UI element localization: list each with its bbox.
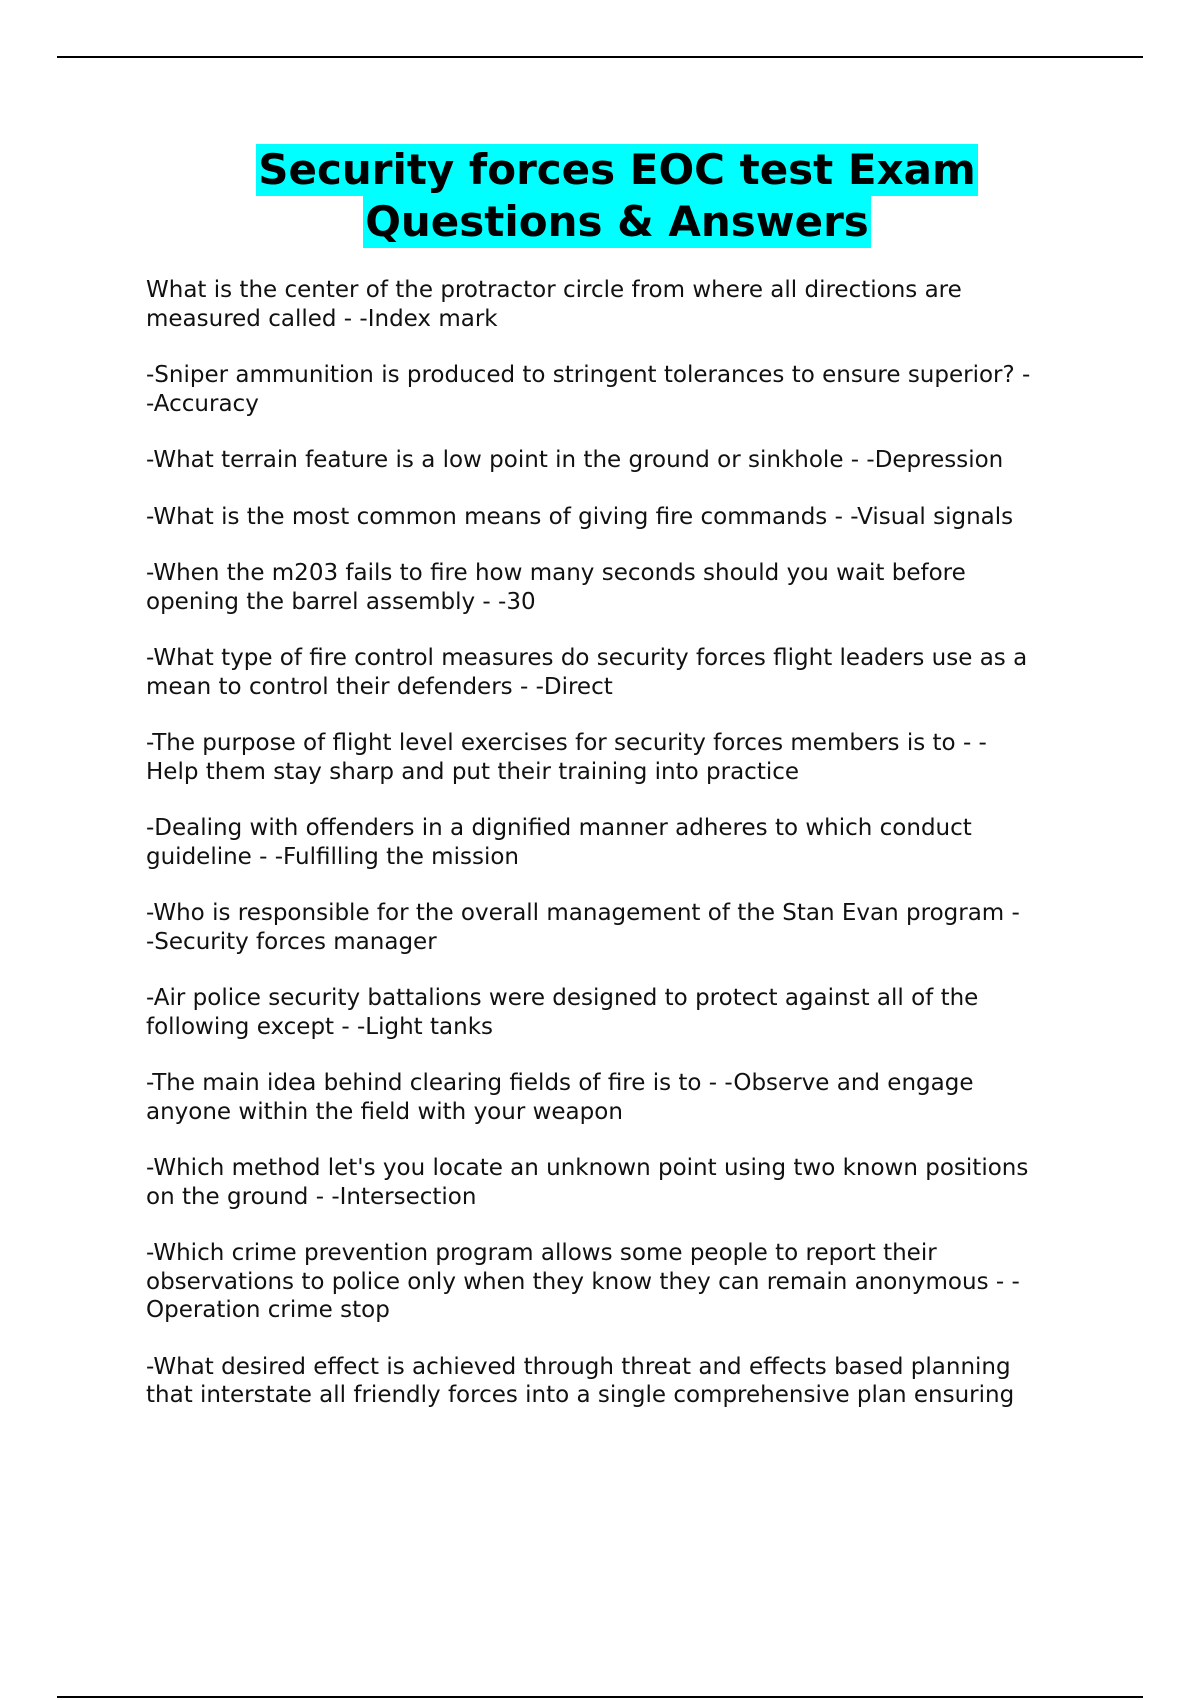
document-title: [100, 144, 1134, 248]
qa-item: -Air police security battalions were designed to protect against all of the following except - -Light tanks: [146, 985, 979, 1040]
title-line-2: Questions & Answers: [365, 197, 869, 246]
bottom-rule: [57, 1696, 1143, 1698]
qa-item: -When the m203 fails to fire how many seconds should you wait before opening the barrel assembly - -30: [146, 560, 966, 615]
qa-item: -What desired effect is achieved through threat and effects based planning that interstate all friendly forces into a single comprehensive plan ensuring: [146, 1353, 1015, 1408]
top-rule: [57, 56, 1143, 58]
question-answer-list: [146, 276, 1086, 1438]
qa-item: What is the center of the protractor circle from where all directions are measured called - -Index mark: [146, 277, 962, 332]
qa-item: -What is the most common means of giving fire commands - -Visual signals: [146, 503, 1014, 530]
qa-item: -Which method let's you locate an unknown point using two known positions on the ground - -Intersection: [146, 1155, 1029, 1210]
qa-item: -Dealing with offenders in a dignified manner adheres to which conduct guideline - -Fulfilling the mission: [146, 815, 972, 870]
title-line-1: Security forces EOC test Exam: [258, 145, 976, 194]
qa-item: -The purpose of flight level exercises for security forces members is to - - Help them stay sharp and put their training into practice: [146, 730, 987, 785]
qa-item: -What type of fire control measures do security forces flight leaders use as a mean to control their defenders - -Direct: [146, 645, 1028, 700]
qa-item: -Which crime prevention program allows some people to report their observations to police only when they know they can remain anonymous - - Operation crime stop: [146, 1240, 1020, 1323]
qa-item: -Who is responsible for the overall management of the Stan Evan program - -Security forces manager: [146, 900, 1020, 955]
qa-item: -The main idea behind clearing fields of fire is to - -Observe and engage anyone within the field with your weapon: [146, 1070, 974, 1125]
qa-item: -What terrain feature is a low point in the ground or sinkhole - -Depression: [146, 447, 1004, 473]
qa-item: -Sniper ammunition is produced to stringent tolerances to ensure superior? - -Accuracy: [146, 362, 1031, 417]
